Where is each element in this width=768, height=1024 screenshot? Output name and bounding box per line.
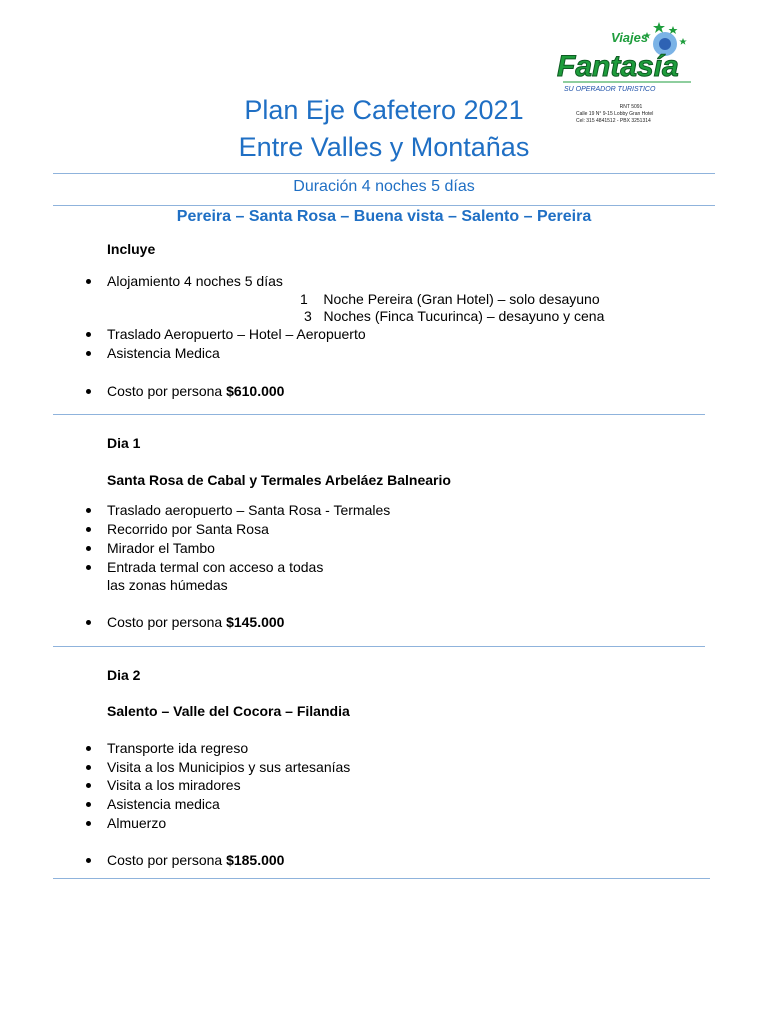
cost-value: $185.000 — [226, 852, 285, 868]
list-item: Visita a los Municipios y sus artesanías — [107, 758, 350, 776]
address-line-3: Cel: 315 4841512 - PBX 3251314 — [576, 118, 651, 124]
logo-word-viajes: Viajes — [611, 30, 649, 45]
list-item: Asistencia medica — [107, 795, 220, 813]
divider — [53, 205, 715, 206]
dia2-subtitle: Salento – Valle del Cocora – Filandia — [107, 703, 350, 719]
cost-line: Costo por persona $185.000 — [107, 851, 284, 869]
list-item: Recorrido por Santa Rosa — [107, 520, 269, 538]
list-item: Visita a los miradores — [107, 776, 241, 794]
dia2-heading: Dia 2 — [107, 667, 141, 683]
list-item-continuation: las zonas húmedas — [107, 577, 228, 593]
divider — [53, 414, 705, 415]
list-item: Asistencia Medica — [107, 344, 220, 362]
list-item: Alojamiento 4 noches 5 días — [107, 272, 283, 290]
dia1-heading: Dia 1 — [107, 435, 141, 451]
company-logo — [555, 18, 695, 100]
cost-value: $145.000 — [226, 614, 285, 630]
dia1-subtitle: Santa Rosa de Cabal y Termales Arbeláez Balneario — [107, 472, 451, 488]
list-item: Transporte ida regreso — [107, 739, 248, 757]
list-item: Mirador el Tambo — [107, 539, 215, 557]
logo-tagline: SU OPERADOR TURISTICO — [564, 86, 656, 93]
divider — [53, 173, 715, 174]
incluye-heading: Incluye — [107, 241, 156, 257]
logo-graphic — [555, 18, 695, 100]
address-line-1: RNT 5091 — [619, 104, 643, 110]
list-item: Entrada termal con acceso a todas — [107, 558, 323, 576]
cost-value: $610.000 — [226, 383, 285, 399]
logo-word-fantasia: Fantasía — [557, 50, 679, 83]
page-title-line-2: Entre Valles y Montañas — [238, 132, 530, 162]
route-text: Pereira – Santa Rosa – Buena vista – Salento – Pereira — [176, 208, 592, 225]
address-line-2: Calle 19 N° 9-15 Lobby Gran Hotel — [576, 111, 654, 117]
cost-line: Costo por persona $145.000 — [107, 613, 284, 631]
list-item: Almuerzo — [107, 814, 166, 832]
duration-text: Duración 4 noches 5 días — [293, 178, 475, 195]
cost-line: Costo por persona $610.000 — [107, 382, 284, 400]
lodging-detail: 1 Noche Pereira (Gran Hotel) – solo desayuno — [300, 291, 600, 307]
list-item: Traslado aeropuerto – Santa Rosa - Termales — [107, 501, 390, 519]
page-title-line-1: Plan Eje Cafetero 2021 — [244, 95, 524, 125]
lodging-detail: 3 Noches (Finca Tucurinca) – desayuno y cena — [304, 308, 605, 324]
divider — [53, 878, 710, 879]
list-item: Traslado Aeropuerto – Hotel – Aeropuerto — [107, 325, 366, 343]
divider — [53, 646, 705, 647]
